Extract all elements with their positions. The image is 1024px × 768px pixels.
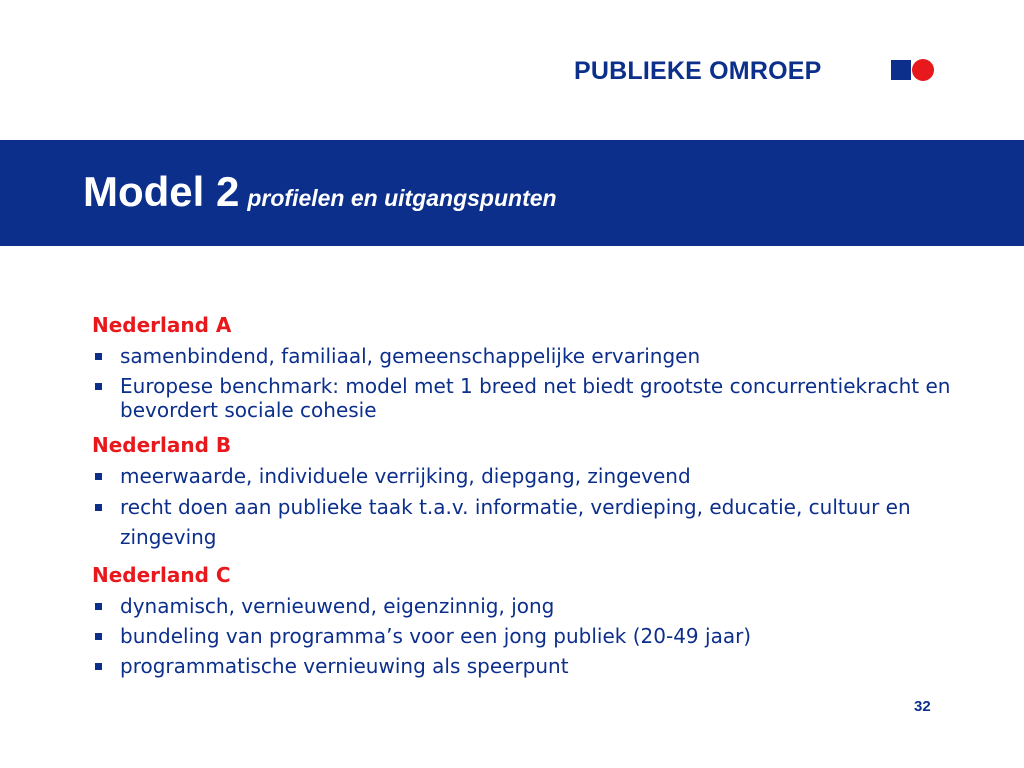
list-item-text: samenbindend, familiaal, gemeenschappelijke ervaringen	[120, 344, 701, 368]
brand-logo-text: PUBLIEKE OMROEP	[574, 57, 822, 85]
section-nederland-b	[92, 432, 972, 552]
section-heading: Nederland C	[92, 563, 231, 587]
list-item	[92, 624, 972, 648]
list-item	[92, 344, 972, 368]
slide-content	[92, 312, 972, 678]
logo-circle-icon	[912, 59, 934, 81]
page-number: 32	[914, 698, 931, 715]
list-item-text: Europese benchmark: model met 1 breed net biedt grootste concurrentiekracht en bevordert sociale cohesie	[120, 374, 951, 422]
list-item	[92, 654, 972, 678]
slide-title	[83, 168, 557, 216]
list-item	[92, 374, 972, 422]
list-item-text: dynamisch, vernieuwend, eigenzinnig, jong	[120, 594, 555, 618]
square-bullet-icon	[95, 383, 102, 390]
bullet-list	[92, 594, 972, 678]
list-item	[92, 594, 972, 618]
list-item	[92, 464, 972, 488]
square-bullet-icon	[95, 504, 102, 511]
list-item	[92, 492, 972, 552]
list-item-text: bundeling van programma’s voor een jong publiek (20-49 jaar)	[120, 624, 752, 648]
list-item-text: meerwaarde, individuele verrijking, diepgang, zingevend	[120, 464, 691, 488]
brand-logo-mark	[891, 59, 941, 81]
square-bullet-icon	[95, 473, 102, 480]
slide-title-main: Model 2	[83, 168, 240, 215]
bullet-list	[92, 344, 972, 422]
square-bullet-icon	[95, 663, 102, 670]
section-heading: Nederland B	[92, 433, 232, 457]
logo-square-icon	[891, 60, 911, 80]
list-item-text: programmatische vernieuwing als speerpunt	[120, 654, 569, 678]
list-item-text: recht doen aan publieke taak t.a.v. informatie, verdieping, educatie, cultuur en zingeving	[120, 495, 911, 549]
square-bullet-icon	[95, 603, 102, 610]
slide-title-subtitle: profielen en uitgangspunten	[247, 185, 557, 211]
square-bullet-icon	[95, 633, 102, 640]
bullet-list	[92, 464, 972, 552]
section-nederland-c	[92, 562, 972, 678]
section-heading: Nederland A	[92, 313, 232, 337]
square-bullet-icon	[95, 353, 102, 360]
section-nederland-a	[92, 312, 972, 422]
